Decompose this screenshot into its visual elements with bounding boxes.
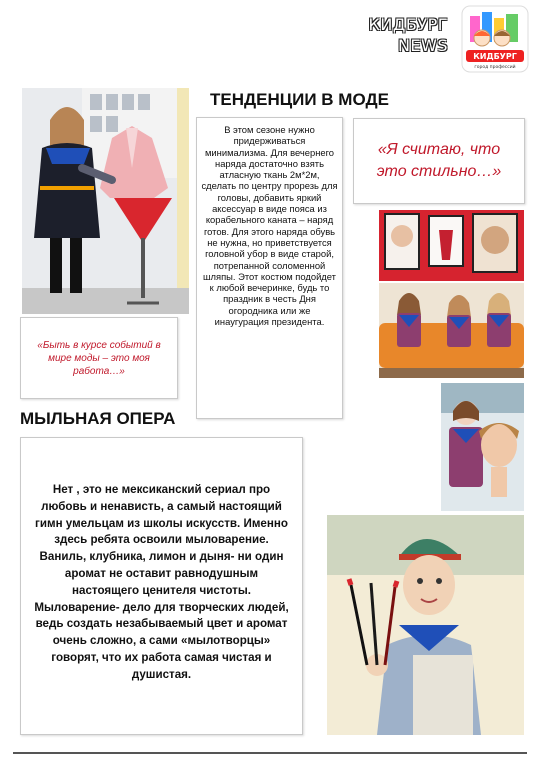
photo-boy-brushes xyxy=(327,515,524,735)
photo-girl-mannequin xyxy=(22,88,189,314)
section-title-fashion: ТЕНДЕНЦИИ В МОДЕ xyxy=(210,90,389,109)
photo-girl-hairdressing xyxy=(441,383,524,511)
soap-article: Нет , это не мексиканский сериал про любовь и ненависть, а самый настоящий гимн умельцам из школы искусств. Именно здесь ребята освоили мыловарение. Ваниль, клубника, лимон и дыня- ни один аромат не оставит равнодушным настоящего ценителя чистоты. Мыловарение- дело для творческих людей, ведь создать незабываемый цвет и аромат очень сложно, а сами «мылотворцы» говорят, что их работа самая чистая и душистая. xyxy=(20,437,303,735)
brand-news: NEWS xyxy=(397,36,448,55)
quote-box-right xyxy=(353,118,525,204)
quote-text-right: «Я считаю, что это стильно…» xyxy=(376,141,502,180)
newspaper-masthead xyxy=(369,14,448,56)
logo-text: КИДБУРГ xyxy=(473,52,517,61)
quote-text-left: «Быть в курсе событий в мире моды – это моя работа…» xyxy=(37,339,161,377)
fashion-article: В этом сезоне нужно придерживаться минимализма. Для вечернего наряда достаточно взять атласную ткань 2м*2м, сделать по центру прорезь для головы, добавить яркий аксессуар в виде пояса из корабельного каната – наряд готов. Для этого наряда обувь не нужна, но приветствуется головной убор в виде старой, потрепанной соломенной шляпы. Этот костюм подойдет к любой вечеринке, будь то праздник в честь Дня огородника или же инаугурация президента. xyxy=(196,117,343,419)
quote-box-left xyxy=(20,317,178,399)
kidburg-logo xyxy=(460,4,530,74)
brand-name: КИДБУРГ xyxy=(368,15,448,34)
logo-subtext: город профессий xyxy=(474,65,516,70)
photo-girls-on-sofa xyxy=(379,283,524,378)
section-title-soap: МЫЛЬНАЯ ОПЕРА xyxy=(20,409,176,428)
photo-salon-wall xyxy=(379,210,524,281)
footer-divider xyxy=(13,752,527,754)
